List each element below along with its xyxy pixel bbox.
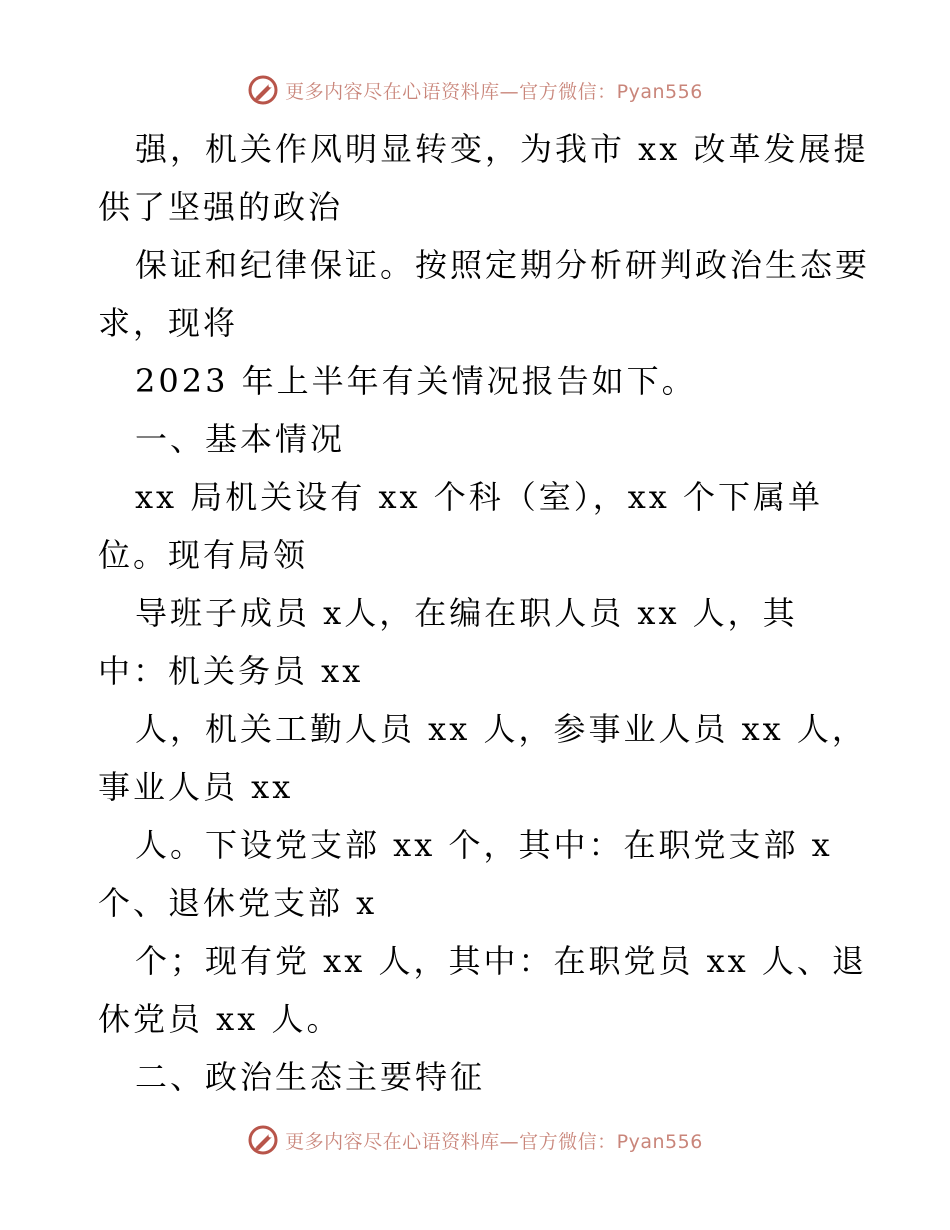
paragraph-line: 2023 年上半年有关情况报告如下。 [135,362,697,400]
paragraph-line: 事业人员 xx [98,768,294,806]
paragraph-line: 求，现将 [98,304,239,342]
paragraph-line: 个、退休党支部 x [98,884,378,922]
pen-logo-icon [247,1124,279,1156]
pen-logo-icon [247,74,279,106]
paragraph-line: 休党员 xx 人。 [98,1000,342,1038]
footer-watermark-text: 更多内容尽在心语资料库—官方微信：Pyan556 [285,1130,703,1153]
footer-watermark [0,1120,950,1160]
header-watermark [0,70,950,110]
paragraph-line: 个；现有党 xx 人，其中：在职党员 xx 人、退 [135,942,867,980]
paragraph-line: 保证和纪律保证。按照定期分析研判政治生态要 [135,246,871,284]
section-heading: 一、基本情况 [135,420,346,458]
paragraph-line: 人，机关工勤人员 xx 人，参事业人员 xx 人， [135,710,867,748]
paragraph-line: xx 局机关设有 xx 个科（室），xx 个下属单 [135,478,823,516]
paragraph-line: 人。下设党支部 xx 个，其中：在职党支部 x [135,826,833,864]
header-watermark-text: 更多内容尽在心语资料库—官方微信：Pyan556 [285,80,703,103]
paragraph-line: 位。现有局领 [98,536,309,574]
paragraph-line: 导班子成员 x人，在编在职人员 xx 人，其 [135,594,798,632]
paragraph-line: 供了坚强的政治 [98,188,344,226]
paragraph-line: 强，机关作风明显转变，为我市 xx 改革发展提 [135,130,869,168]
section-heading: 二、政治生态主要特征 [135,1058,486,1096]
paragraph-line: 中：机关务员 xx [98,652,364,690]
